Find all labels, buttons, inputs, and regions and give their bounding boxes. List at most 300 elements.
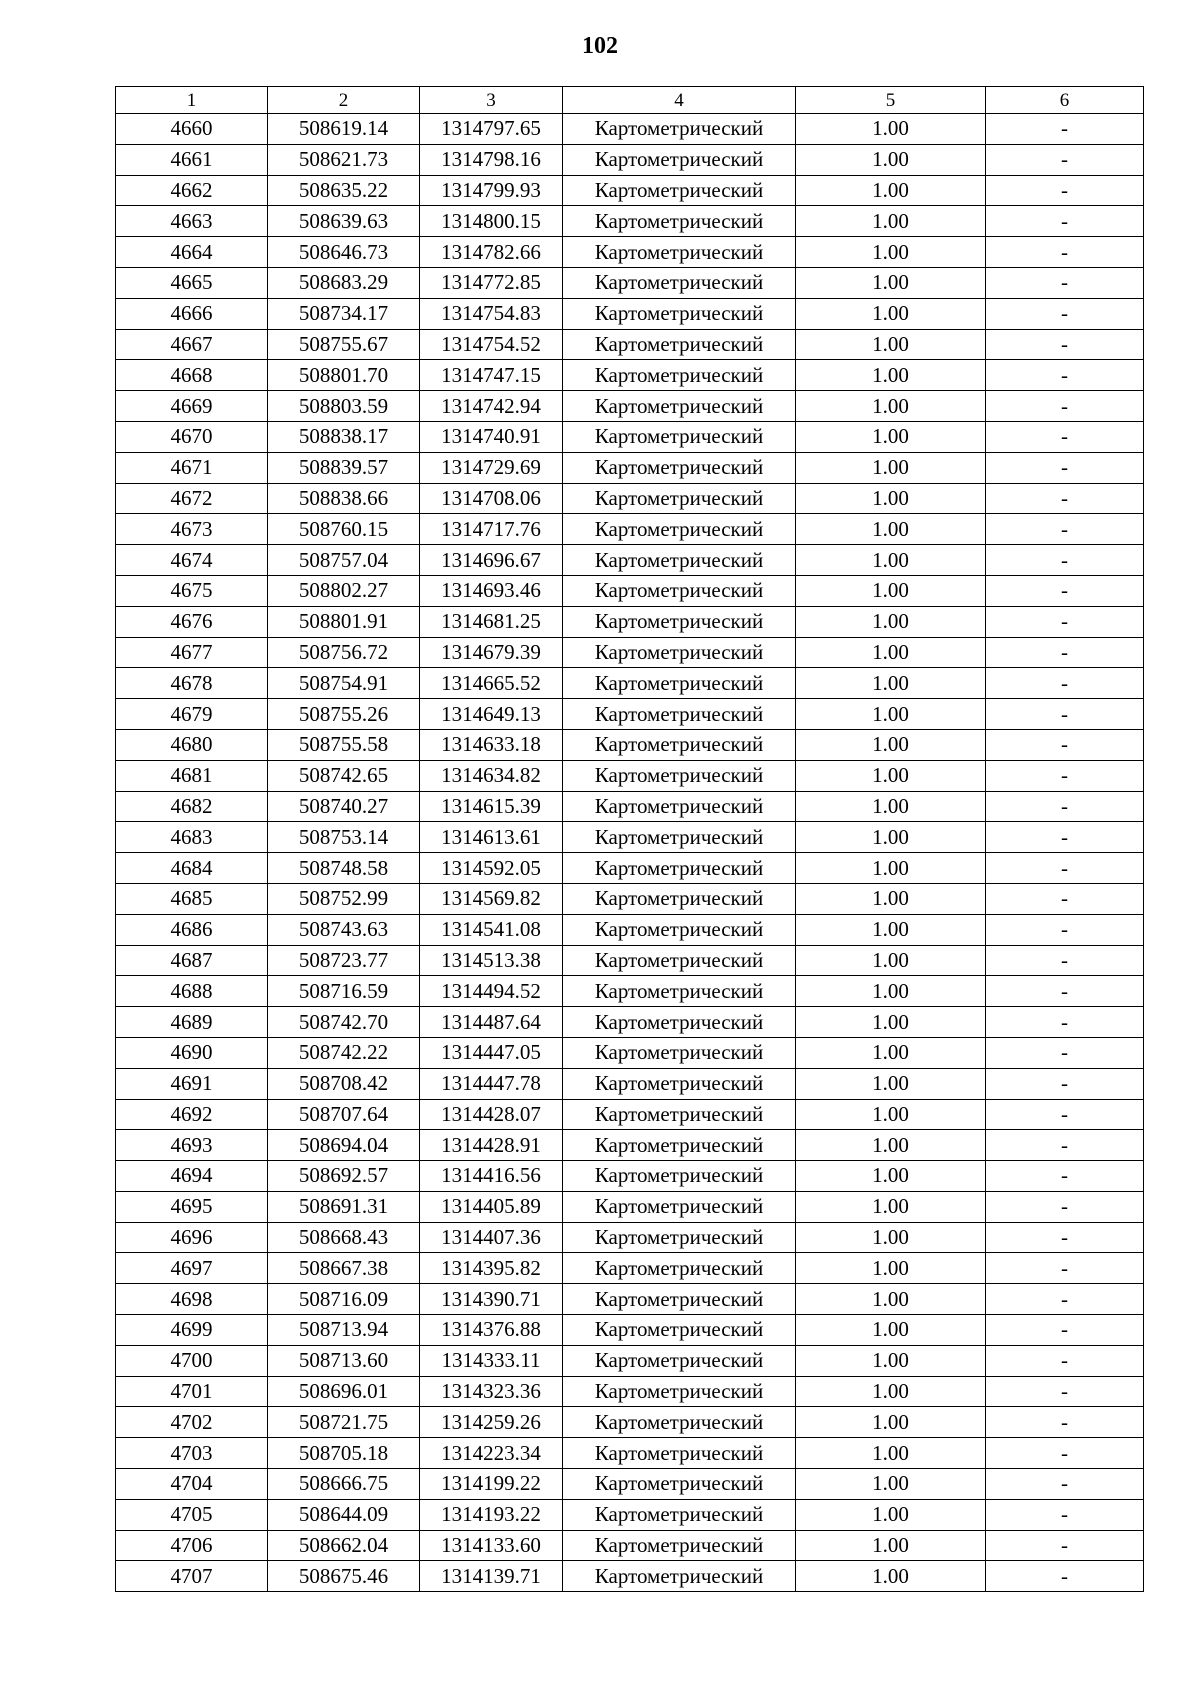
- point-number-cell: 4700: [116, 1345, 268, 1376]
- y-coordinate-cell: 1314633.18: [420, 729, 563, 760]
- header-cell-1: 1: [116, 87, 268, 114]
- y-coordinate-cell: 1314679.39: [420, 637, 563, 668]
- description-cell: -: [986, 1191, 1144, 1222]
- point-number-cell: 4665: [116, 267, 268, 298]
- method-cell: Картометрический: [563, 175, 796, 206]
- point-number-cell: 4697: [116, 1253, 268, 1284]
- description-cell: -: [986, 729, 1144, 760]
- x-coordinate-cell: 508754.91: [268, 668, 420, 699]
- y-coordinate-cell: 1314798.16: [420, 144, 563, 175]
- x-coordinate-cell: 508708.42: [268, 1068, 420, 1099]
- table-body: [116, 114, 1144, 1592]
- description-cell: -: [986, 298, 1144, 329]
- method-cell: Картометрический: [563, 144, 796, 175]
- x-coordinate-cell: 508696.01: [268, 1376, 420, 1407]
- x-coordinate-cell: 508713.60: [268, 1345, 420, 1376]
- x-coordinate-cell: 508760.15: [268, 514, 420, 545]
- method-cell: Картометрический: [563, 699, 796, 730]
- x-coordinate-cell: 508694.04: [268, 1130, 420, 1161]
- coordinates-table: [115, 86, 1144, 1592]
- method-cell: Картометрический: [563, 1037, 796, 1068]
- x-coordinate-cell: 508838.66: [268, 483, 420, 514]
- y-coordinate-cell: 1314799.93: [420, 175, 563, 206]
- description-cell: -: [986, 206, 1144, 237]
- table-row: [116, 945, 1144, 976]
- y-coordinate-cell: 1314193.22: [420, 1499, 563, 1530]
- description-cell: -: [986, 1530, 1144, 1561]
- table-row: [116, 298, 1144, 329]
- y-coordinate-cell: 1314615.39: [420, 791, 563, 822]
- x-coordinate-cell: 508802.27: [268, 575, 420, 606]
- x-coordinate-cell: 508707.64: [268, 1099, 420, 1130]
- table-row: [116, 1345, 1144, 1376]
- table-row: [116, 114, 1144, 145]
- method-cell: Картометрический: [563, 760, 796, 791]
- table-row: [116, 822, 1144, 853]
- method-cell: Картометрический: [563, 329, 796, 360]
- point-number-cell: 4668: [116, 360, 268, 391]
- method-cell: Картометрический: [563, 1499, 796, 1530]
- x-coordinate-cell: 508801.91: [268, 606, 420, 637]
- method-cell: Картометрический: [563, 360, 796, 391]
- y-coordinate-cell: 1314395.82: [420, 1253, 563, 1284]
- y-coordinate-cell: 1314782.66: [420, 237, 563, 268]
- description-cell: -: [986, 483, 1144, 514]
- description-cell: -: [986, 452, 1144, 483]
- y-coordinate-cell: 1314259.26: [420, 1407, 563, 1438]
- table-row: [116, 1561, 1144, 1592]
- accuracy-cell: 1.00: [796, 1130, 986, 1161]
- table-row: [116, 206, 1144, 237]
- point-number-cell: 4699: [116, 1315, 268, 1346]
- point-number-cell: 4678: [116, 668, 268, 699]
- point-number-cell: 4681: [116, 760, 268, 791]
- accuracy-cell: 1.00: [796, 1191, 986, 1222]
- y-coordinate-cell: 1314649.13: [420, 699, 563, 730]
- accuracy-cell: 1.00: [796, 883, 986, 914]
- accuracy-cell: 1.00: [796, 1222, 986, 1253]
- point-number-cell: 4684: [116, 853, 268, 884]
- header-row: [116, 87, 1144, 114]
- method-cell: Картометрический: [563, 1438, 796, 1469]
- table-row: [116, 668, 1144, 699]
- point-number-cell: 4667: [116, 329, 268, 360]
- method-cell: Картометрический: [563, 883, 796, 914]
- method-cell: Картометрический: [563, 421, 796, 452]
- description-cell: -: [986, 175, 1144, 206]
- description-cell: -: [986, 699, 1144, 730]
- description-cell: -: [986, 1407, 1144, 1438]
- point-number-cell: 4663: [116, 206, 268, 237]
- point-number-cell: 4672: [116, 483, 268, 514]
- y-coordinate-cell: 1314681.25: [420, 606, 563, 637]
- description-cell: -: [986, 1469, 1144, 1500]
- table-row: [116, 1407, 1144, 1438]
- table-header: [116, 87, 1144, 114]
- x-coordinate-cell: 508838.17: [268, 421, 420, 452]
- y-coordinate-cell: 1314333.11: [420, 1345, 563, 1376]
- accuracy-cell: 1.00: [796, 668, 986, 699]
- table-row: [116, 1315, 1144, 1346]
- table-row: [116, 791, 1144, 822]
- y-coordinate-cell: 1314447.05: [420, 1037, 563, 1068]
- table-row: [116, 1130, 1144, 1161]
- x-coordinate-cell: 508742.70: [268, 1007, 420, 1038]
- point-number-cell: 4696: [116, 1222, 268, 1253]
- table-row: [116, 329, 1144, 360]
- y-coordinate-cell: 1314634.82: [420, 760, 563, 791]
- description-cell: -: [986, 329, 1144, 360]
- method-cell: Картометрический: [563, 1007, 796, 1038]
- x-coordinate-cell: 508646.73: [268, 237, 420, 268]
- table-row: [116, 360, 1144, 391]
- y-coordinate-cell: 1314513.38: [420, 945, 563, 976]
- x-coordinate-cell: 508742.22: [268, 1037, 420, 1068]
- x-coordinate-cell: 508734.17: [268, 298, 420, 329]
- accuracy-cell: 1.00: [796, 1315, 986, 1346]
- y-coordinate-cell: 1314223.34: [420, 1438, 563, 1469]
- description-cell: -: [986, 1222, 1144, 1253]
- y-coordinate-cell: 1314541.08: [420, 914, 563, 945]
- y-coordinate-cell: 1314323.36: [420, 1376, 563, 1407]
- table-row: [116, 1376, 1144, 1407]
- point-number-cell: 4662: [116, 175, 268, 206]
- point-number-cell: 4706: [116, 1530, 268, 1561]
- table-row: [116, 1222, 1144, 1253]
- method-cell: Картометрический: [563, 1253, 796, 1284]
- y-coordinate-cell: 1314742.94: [420, 391, 563, 422]
- x-coordinate-cell: 508639.63: [268, 206, 420, 237]
- point-number-cell: 4695: [116, 1191, 268, 1222]
- description-cell: -: [986, 1253, 1144, 1284]
- method-cell: Картометрический: [563, 1469, 796, 1500]
- method-cell: Картометрический: [563, 1561, 796, 1592]
- description-cell: -: [986, 1037, 1144, 1068]
- method-cell: Картометрический: [563, 1407, 796, 1438]
- point-number-cell: 4694: [116, 1161, 268, 1192]
- accuracy-cell: 1.00: [796, 1253, 986, 1284]
- header-cell-6: 6: [986, 87, 1144, 114]
- method-cell: Картометрический: [563, 1345, 796, 1376]
- description-cell: -: [986, 1376, 1144, 1407]
- x-coordinate-cell: 508721.75: [268, 1407, 420, 1438]
- point-number-cell: 4693: [116, 1130, 268, 1161]
- point-number-cell: 4683: [116, 822, 268, 853]
- accuracy-cell: 1.00: [796, 1499, 986, 1530]
- y-coordinate-cell: 1314772.85: [420, 267, 563, 298]
- description-cell: -: [986, 545, 1144, 576]
- accuracy-cell: 1.00: [796, 114, 986, 145]
- accuracy-cell: 1.00: [796, 1345, 986, 1376]
- y-coordinate-cell: 1314613.61: [420, 822, 563, 853]
- x-coordinate-cell: 508705.18: [268, 1438, 420, 1469]
- table-row: [116, 483, 1144, 514]
- method-cell: Картометрический: [563, 914, 796, 945]
- table-row: [116, 1253, 1144, 1284]
- x-coordinate-cell: 508740.27: [268, 791, 420, 822]
- table-row: [116, 853, 1144, 884]
- point-number-cell: 4698: [116, 1284, 268, 1315]
- x-coordinate-cell: 508668.43: [268, 1222, 420, 1253]
- description-cell: -: [986, 1499, 1144, 1530]
- table-row: [116, 267, 1144, 298]
- method-cell: Картометрический: [563, 298, 796, 329]
- description-cell: -: [986, 914, 1144, 945]
- accuracy-cell: 1.00: [796, 637, 986, 668]
- y-coordinate-cell: 1314747.15: [420, 360, 563, 391]
- point-number-cell: 4671: [116, 452, 268, 483]
- x-coordinate-cell: 508675.46: [268, 1561, 420, 1592]
- description-cell: -: [986, 391, 1144, 422]
- y-coordinate-cell: 1314708.06: [420, 483, 563, 514]
- description-cell: -: [986, 1161, 1144, 1192]
- x-coordinate-cell: 508803.59: [268, 391, 420, 422]
- table-row: [116, 1161, 1144, 1192]
- description-cell: -: [986, 668, 1144, 699]
- x-coordinate-cell: 508662.04: [268, 1530, 420, 1561]
- y-coordinate-cell: 1314405.89: [420, 1191, 563, 1222]
- accuracy-cell: 1.00: [796, 1037, 986, 1068]
- description-cell: -: [986, 945, 1144, 976]
- point-number-cell: 4688: [116, 976, 268, 1007]
- method-cell: Картометрический: [563, 1161, 796, 1192]
- table-row: [116, 1499, 1144, 1530]
- header-cell-4: 4: [563, 87, 796, 114]
- y-coordinate-cell: 1314376.88: [420, 1315, 563, 1346]
- y-coordinate-cell: 1314407.36: [420, 1222, 563, 1253]
- accuracy-cell: 1.00: [796, 1376, 986, 1407]
- point-number-cell: 4676: [116, 606, 268, 637]
- table-row: [116, 1438, 1144, 1469]
- x-coordinate-cell: 508621.73: [268, 144, 420, 175]
- table-row: [116, 514, 1144, 545]
- method-cell: Картометрический: [563, 514, 796, 545]
- accuracy-cell: 1.00: [796, 1407, 986, 1438]
- description-cell: -: [986, 1438, 1144, 1469]
- description-cell: -: [986, 144, 1144, 175]
- y-coordinate-cell: 1314428.91: [420, 1130, 563, 1161]
- description-cell: -: [986, 575, 1144, 606]
- method-cell: Картометрический: [563, 483, 796, 514]
- accuracy-cell: 1.00: [796, 452, 986, 483]
- table-row: [116, 1007, 1144, 1038]
- point-number-cell: 4687: [116, 945, 268, 976]
- accuracy-cell: 1.00: [796, 514, 986, 545]
- x-coordinate-cell: 508692.57: [268, 1161, 420, 1192]
- header-cell-5: 5: [796, 87, 986, 114]
- method-cell: Картометрический: [563, 1315, 796, 1346]
- point-number-cell: 4686: [116, 914, 268, 945]
- accuracy-cell: 1.00: [796, 791, 986, 822]
- method-cell: Картометрический: [563, 1530, 796, 1561]
- method-cell: Картометрический: [563, 1068, 796, 1099]
- point-number-cell: 4677: [116, 637, 268, 668]
- method-cell: Картометрический: [563, 575, 796, 606]
- table-row: [116, 1469, 1144, 1500]
- accuracy-cell: 1.00: [796, 729, 986, 760]
- point-number-cell: 4701: [116, 1376, 268, 1407]
- description-cell: -: [986, 1284, 1144, 1315]
- method-cell: Картометрический: [563, 668, 796, 699]
- accuracy-cell: 1.00: [796, 237, 986, 268]
- y-coordinate-cell: 1314494.52: [420, 976, 563, 1007]
- point-number-cell: 4685: [116, 883, 268, 914]
- description-cell: -: [986, 1099, 1144, 1130]
- point-number-cell: 4689: [116, 1007, 268, 1038]
- x-coordinate-cell: 508752.99: [268, 883, 420, 914]
- accuracy-cell: 1.00: [796, 329, 986, 360]
- accuracy-cell: 1.00: [796, 267, 986, 298]
- point-number-cell: 4707: [116, 1561, 268, 1592]
- y-coordinate-cell: 1314696.67: [420, 545, 563, 576]
- description-cell: -: [986, 514, 1144, 545]
- method-cell: Картометрический: [563, 1376, 796, 1407]
- description-cell: -: [986, 1130, 1144, 1161]
- point-number-cell: 4674: [116, 545, 268, 576]
- header-cell-3: 3: [420, 87, 563, 114]
- point-number-cell: 4670: [116, 421, 268, 452]
- point-number-cell: 4692: [116, 1099, 268, 1130]
- accuracy-cell: 1.00: [796, 391, 986, 422]
- header-cell-2: 2: [268, 87, 420, 114]
- x-coordinate-cell: 508753.14: [268, 822, 420, 853]
- y-coordinate-cell: 1314199.22: [420, 1469, 563, 1500]
- method-cell: Картометрический: [563, 791, 796, 822]
- description-cell: -: [986, 421, 1144, 452]
- method-cell: Картометрический: [563, 1099, 796, 1130]
- description-cell: -: [986, 606, 1144, 637]
- y-coordinate-cell: 1314797.65: [420, 114, 563, 145]
- point-number-cell: 4680: [116, 729, 268, 760]
- x-coordinate-cell: 508748.58: [268, 853, 420, 884]
- accuracy-cell: 1.00: [796, 1438, 986, 1469]
- method-cell: Картометрический: [563, 853, 796, 884]
- table-row: [116, 606, 1144, 637]
- table-row: [116, 175, 1144, 206]
- x-coordinate-cell: 508755.26: [268, 699, 420, 730]
- method-cell: Картометрический: [563, 1191, 796, 1222]
- point-number-cell: 4660: [116, 114, 268, 145]
- accuracy-cell: 1.00: [796, 945, 986, 976]
- method-cell: Картометрический: [563, 822, 796, 853]
- x-coordinate-cell: 508716.09: [268, 1284, 420, 1315]
- y-coordinate-cell: 1314428.07: [420, 1099, 563, 1130]
- method-cell: Картометрический: [563, 267, 796, 298]
- y-coordinate-cell: 1314754.52: [420, 329, 563, 360]
- table-row: [116, 1099, 1144, 1130]
- description-cell: -: [986, 976, 1144, 1007]
- x-coordinate-cell: 508742.65: [268, 760, 420, 791]
- description-cell: -: [986, 760, 1144, 791]
- method-cell: Картометрический: [563, 114, 796, 145]
- method-cell: Картометрический: [563, 391, 796, 422]
- x-coordinate-cell: 508757.04: [268, 545, 420, 576]
- point-number-cell: 4682: [116, 791, 268, 822]
- table-row: [116, 883, 1144, 914]
- accuracy-cell: 1.00: [796, 1469, 986, 1500]
- table-row: [116, 391, 1144, 422]
- point-number-cell: 4690: [116, 1037, 268, 1068]
- accuracy-cell: 1.00: [796, 483, 986, 514]
- accuracy-cell: 1.00: [796, 1099, 986, 1130]
- method-cell: Картометрический: [563, 1284, 796, 1315]
- point-number-cell: 4673: [116, 514, 268, 545]
- table-row: [116, 760, 1144, 791]
- accuracy-cell: 1.00: [796, 1284, 986, 1315]
- page-number: 102: [582, 33, 618, 59]
- table-row: [116, 914, 1144, 945]
- y-coordinate-cell: 1314390.71: [420, 1284, 563, 1315]
- y-coordinate-cell: 1314416.56: [420, 1161, 563, 1192]
- accuracy-cell: 1.00: [796, 1161, 986, 1192]
- x-coordinate-cell: 508755.58: [268, 729, 420, 760]
- point-number-cell: 4666: [116, 298, 268, 329]
- description-cell: -: [986, 883, 1144, 914]
- point-number-cell: 4702: [116, 1407, 268, 1438]
- accuracy-cell: 1.00: [796, 914, 986, 945]
- table-row: [116, 729, 1144, 760]
- table-row: [116, 637, 1144, 668]
- x-coordinate-cell: 508723.77: [268, 945, 420, 976]
- y-coordinate-cell: 1314447.78: [420, 1068, 563, 1099]
- description-cell: -: [986, 360, 1144, 391]
- y-coordinate-cell: 1314569.82: [420, 883, 563, 914]
- x-coordinate-cell: 508635.22: [268, 175, 420, 206]
- accuracy-cell: 1.00: [796, 1007, 986, 1038]
- accuracy-cell: 1.00: [796, 575, 986, 606]
- table-row: [116, 545, 1144, 576]
- table-row: [116, 699, 1144, 730]
- description-cell: -: [986, 267, 1144, 298]
- accuracy-cell: 1.00: [796, 360, 986, 391]
- description-cell: -: [986, 822, 1144, 853]
- y-coordinate-cell: 1314487.64: [420, 1007, 563, 1038]
- point-number-cell: 4669: [116, 391, 268, 422]
- method-cell: Картометрический: [563, 452, 796, 483]
- point-number-cell: 4691: [116, 1068, 268, 1099]
- point-number-cell: 4664: [116, 237, 268, 268]
- x-coordinate-cell: 508756.72: [268, 637, 420, 668]
- point-number-cell: 4703: [116, 1438, 268, 1469]
- x-coordinate-cell: 508667.38: [268, 1253, 420, 1284]
- y-coordinate-cell: 1314665.52: [420, 668, 563, 699]
- y-coordinate-cell: 1314754.83: [420, 298, 563, 329]
- y-coordinate-cell: 1314729.69: [420, 452, 563, 483]
- accuracy-cell: 1.00: [796, 699, 986, 730]
- table-row: [116, 1068, 1144, 1099]
- point-number-cell: 4704: [116, 1469, 268, 1500]
- accuracy-cell: 1.00: [796, 1068, 986, 1099]
- accuracy-cell: 1.00: [796, 822, 986, 853]
- description-cell: -: [986, 1007, 1144, 1038]
- y-coordinate-cell: 1314740.91: [420, 421, 563, 452]
- method-cell: Картометрический: [563, 237, 796, 268]
- accuracy-cell: 1.00: [796, 421, 986, 452]
- x-coordinate-cell: 508839.57: [268, 452, 420, 483]
- description-cell: -: [986, 114, 1144, 145]
- table-row: [116, 1191, 1144, 1222]
- table-row: [116, 976, 1144, 1007]
- point-number-cell: 4675: [116, 575, 268, 606]
- description-cell: -: [986, 1068, 1144, 1099]
- method-cell: Картометрический: [563, 976, 796, 1007]
- x-coordinate-cell: 508801.70: [268, 360, 420, 391]
- method-cell: Картометрический: [563, 945, 796, 976]
- point-number-cell: 4661: [116, 144, 268, 175]
- y-coordinate-cell: 1314133.60: [420, 1530, 563, 1561]
- method-cell: Картометрический: [563, 729, 796, 760]
- accuracy-cell: 1.00: [796, 606, 986, 637]
